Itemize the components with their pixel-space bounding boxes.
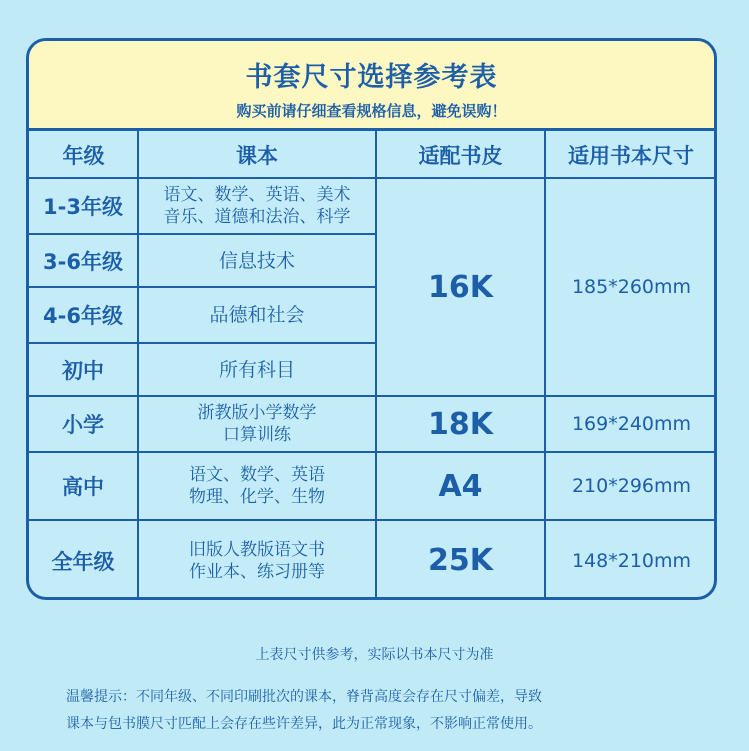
book-dimension-cell: 210*296mm <box>571 475 692 497</box>
cover-size-cell: 18K <box>428 406 493 442</box>
textbook-line: 浙教版小学数学 <box>197 403 317 423</box>
reference-note: 上表尺寸供参考，实际以书本尺寸为准 <box>255 647 494 663</box>
textbook-line: 物理、化学、生物 <box>189 487 325 507</box>
textbook-cell <box>139 453 375 519</box>
warm-tip <box>66 684 716 738</box>
warm-tip-line: 温馨提示：不同年级、不同印刷批次的课本，脊背高度会存在尺寸偏差，导致 <box>66 689 542 705</box>
grade-cell: 小学 <box>62 413 104 437</box>
textbook-line: 作业本、练习册等 <box>189 561 325 582</box>
textbook-line: 语文、数学、英语、美术 <box>163 185 351 205</box>
cover-size-cell: 25K <box>428 543 493 578</box>
book-dimension-cell: 148*210mm <box>571 549 692 572</box>
page-title: 书套尺寸选择参考表 <box>245 62 498 93</box>
book-dimension-cell: 169*240mm <box>571 413 692 435</box>
textbook-cell <box>139 179 375 233</box>
column-header-grade: 年级 <box>62 143 105 168</box>
grade-cell: 初中 <box>62 358 104 383</box>
column-header-book-size: 适用书本尺寸 <box>568 143 694 168</box>
textbook-cell <box>139 397 375 451</box>
size-reference-table <box>26 38 717 600</box>
table-header <box>29 41 714 131</box>
textbook-cell: 所有科目 <box>218 358 295 381</box>
textbook-cell: 信息技术 <box>218 249 295 272</box>
textbook-line: 旧版人教版语文书 <box>189 539 325 560</box>
textbook-line: 口算训练 <box>223 425 291 445</box>
grade-cell: 高中 <box>62 475 104 499</box>
grade-cell: 3-6年级 <box>43 249 123 274</box>
grade-cell: 4-6年级 <box>43 304 123 328</box>
textbook-line: 语文、数学、英语 <box>189 465 325 485</box>
grade-cell: 全年级 <box>51 549 115 574</box>
column-header-cover: 适配书皮 <box>418 143 503 168</box>
textbook-cell: 品德和社会 <box>209 304 305 326</box>
textbook-line: 音乐、道德和法治、科学 <box>163 207 351 227</box>
page-subtitle: 购买前请仔细查看规格信息，避免误购！ <box>236 102 507 120</box>
warm-tip-line: 课本与包书膜尺寸匹配上会存在些许差异，此为正常现象，不影响正常使用。 <box>66 716 542 732</box>
grade-cell: 1-3年级 <box>43 195 123 219</box>
column-header-textbook: 课本 <box>236 143 278 168</box>
cover-size-cell: A4 <box>438 468 483 504</box>
textbook-cell <box>139 521 375 600</box>
cover-size-cell: 16K <box>428 269 493 305</box>
book-dimension-cell: 185*260mm <box>571 276 692 298</box>
